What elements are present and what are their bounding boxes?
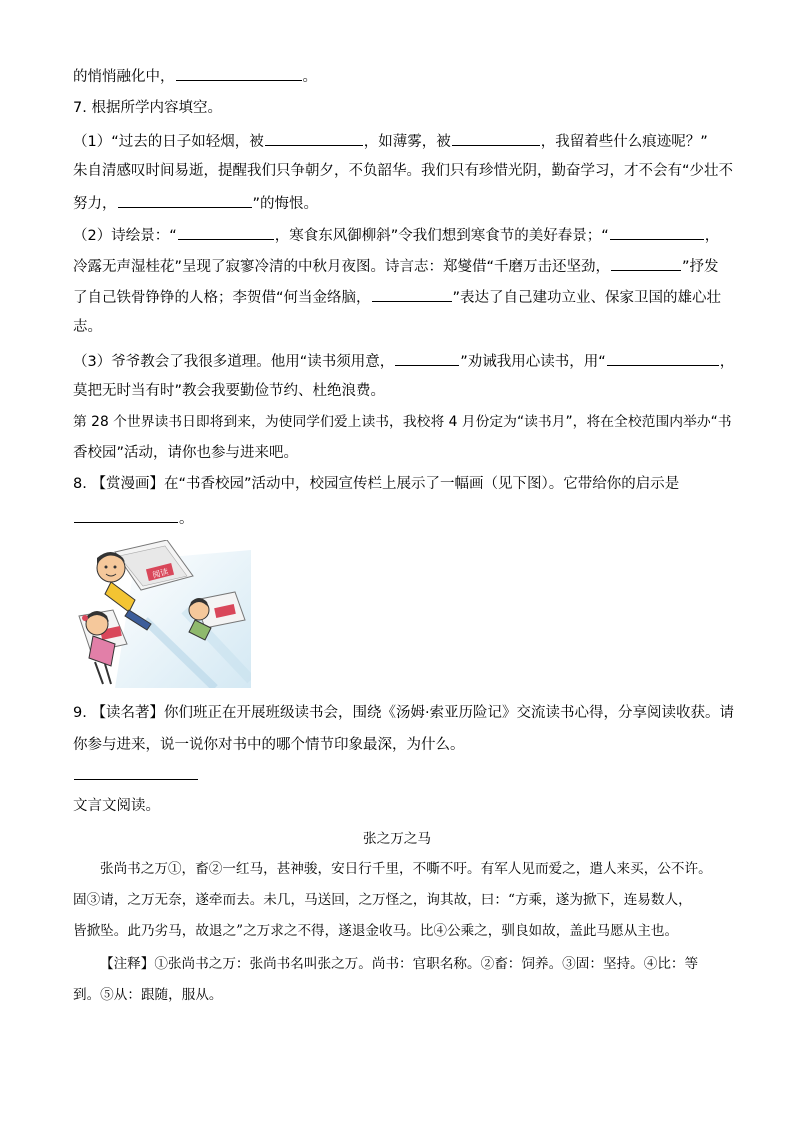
question-9-line-a: 9. 【读名著】你们班正在开展班级读书会，围绕《汤姆·索亚历险记》交流读书心得，分享阅读收获。请 bbox=[73, 705, 735, 721]
passage-title: 张之万之马 bbox=[363, 831, 431, 847]
text: ”劝诫我用心读书，用“ bbox=[460, 354, 606, 370]
q7-1-line-c bbox=[73, 192, 318, 214]
q7-3-line-a bbox=[73, 350, 734, 372]
notes-line-1: 【注释】①张尚书之万：张尚书名叫张之万。尚书：官职名称。②畜：饲养。③固：坚持。④比：等 bbox=[100, 956, 699, 972]
q7-2-line-d: 志。 bbox=[73, 319, 102, 335]
text: ”的悔恨。 bbox=[252, 196, 319, 212]
passage-line-2: 固③请，之万无奈，遂牵而去。未几，马送回，之万怪之，询其故，曰：“方乘，遂为掀下，连易数人， bbox=[73, 892, 692, 908]
text: （3）爷爷教会了我很多道理。他用“读书须用意， bbox=[73, 354, 395, 370]
book-label: 阅读 bbox=[151, 567, 170, 580]
answer-blank[interactable] bbox=[452, 130, 540, 146]
answer-blank[interactable] bbox=[74, 764, 198, 780]
reading-comic-illustration bbox=[75, 540, 251, 688]
answer-blank[interactable] bbox=[74, 507, 178, 523]
text: 。 bbox=[302, 69, 317, 85]
text: 冷露无声湿桂花”呈现了寂寥冷清的中秋月夜图。诗言志：郑燮借“千磨万击还坚劲， bbox=[73, 259, 611, 275]
question-7-heading: 7. 根据所学内容填空。 bbox=[73, 100, 222, 116]
passage-line-3: 皆掀坠。此乃劣马，故退之”之万求之不得，遂退金收马。比④公乘之，驯良如故，盖此马愿从主也。 bbox=[73, 923, 679, 939]
text: 。 bbox=[179, 511, 194, 527]
question-8-line-b bbox=[73, 507, 194, 529]
answer-blank[interactable] bbox=[372, 286, 452, 302]
text: ，我留着些什么痕迹呢？” bbox=[540, 134, 708, 150]
text: ，寒食东风御柳斜”令我们想到寒食节的美好春景；“ bbox=[274, 228, 609, 244]
answer-blank[interactable] bbox=[176, 65, 302, 81]
section-heading: 文言文阅读。 bbox=[73, 798, 160, 814]
text: （2）诗绘景：“ bbox=[73, 228, 177, 244]
answer-blank[interactable] bbox=[607, 350, 719, 366]
notes-line-2: 到。⑤从：跟随，服从。 bbox=[73, 987, 223, 1003]
q7-3-line-b: 莫把无时当有时”教会我要勤俭节约、杜绝浪费。 bbox=[73, 383, 386, 399]
answer-blank[interactable] bbox=[118, 192, 252, 208]
question-9-answer-line bbox=[73, 764, 199, 786]
text: ， bbox=[704, 228, 720, 244]
q7-2-line-b bbox=[73, 255, 719, 277]
line-continuation bbox=[73, 65, 317, 87]
intro-line-a: 第 28 个世界读书日即将到来，为使同学们爱上读书，我校将 4 月份定为“读书月”，将在全校范围内举办“书 bbox=[73, 414, 732, 430]
text: 的悄悄融化中， bbox=[73, 69, 175, 85]
answer-blank[interactable] bbox=[610, 224, 704, 240]
intro-line-b: 香校园”活动，请你也参与进来吧。 bbox=[73, 445, 299, 461]
answer-blank[interactable] bbox=[265, 130, 363, 146]
q7-2-line-a bbox=[73, 224, 719, 246]
passage-line-1: 张尚书之万①，畜②一红马，甚神骏，安日行千里，不嘶不吁。有军人见而爱之，遣人来买，公不许。 bbox=[100, 861, 712, 877]
q7-2-line-c bbox=[73, 286, 721, 308]
answer-blank[interactable] bbox=[611, 255, 681, 271]
q7-1-line-a bbox=[73, 130, 708, 152]
q7-1-line-b: 朱自清感叹时间易逝，提醒我们只争朝夕，不负韶华。我们只有珍惜光阴，勤奋学习，才不会有“少壮不 bbox=[73, 163, 734, 179]
question-8-line-a: 8. 【赏漫画】在“书香校园”活动中，校园宣传栏上展示了一幅画（见下图）。它带给你的启示是 bbox=[73, 476, 680, 492]
text: ，如薄雾，被 bbox=[363, 134, 451, 150]
question-9-line-b: 你参与进来，说一说你对书中的哪个情节印象最深，为什么。 bbox=[73, 737, 465, 753]
text: ”抒发 bbox=[682, 259, 719, 275]
answer-blank[interactable] bbox=[178, 224, 274, 240]
text: 了自己铁骨铮铮的人格；李贺借“何当金络脑， bbox=[73, 290, 371, 306]
text: （1）“过去的日子如轻烟，被 bbox=[73, 134, 264, 150]
text: ， bbox=[719, 354, 735, 370]
text: ”表达了自己建功立业、保家卫国的雄心壮 bbox=[452, 290, 722, 306]
text: 努力， bbox=[73, 196, 117, 212]
answer-blank[interactable] bbox=[395, 350, 459, 366]
